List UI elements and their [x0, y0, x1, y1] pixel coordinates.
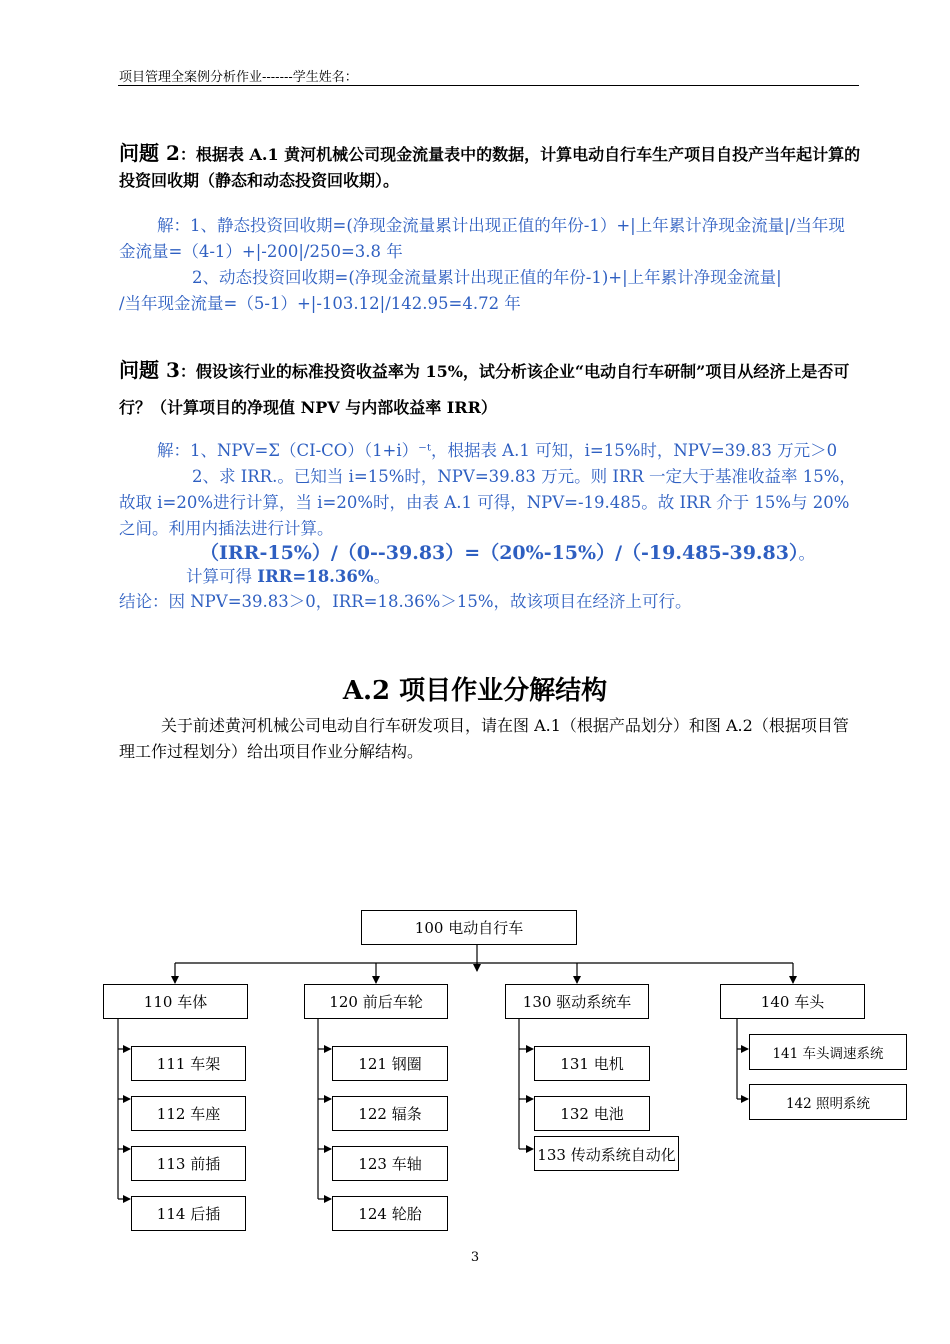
wbs-root: 100 电动自行车 — [361, 910, 577, 945]
wbs-node-110: 110 车体 — [103, 984, 248, 1019]
page-number: 3 — [470, 1250, 480, 1265]
wbs-node-122: 122 辐条 — [332, 1096, 448, 1131]
page-header: 项目管理全案例分析作业-------学生姓名： — [119, 70, 358, 85]
q2-answer-1: 解：1、静态投资回收期=(净现金流量累计出现正值的年份-1）+|上年累计净现金流量|/当年现金流量=（4-1）+|-200|/250=3.8 年 — [119, 216, 845, 261]
q2-answer-2-line-2: /当年现金流量=（5-1）+|-103.12|/142.95=4.72 年 — [119, 294, 521, 313]
wbs-node-121: 121 钢圈 — [332, 1046, 448, 1081]
wbs-node-133: 133 传动系统自动化 — [534, 1136, 679, 1171]
q3-conclusion: 结论：因 NPV=39.83＞0，IRR=18.36%＞15%，故该项目在经济上可行。 — [119, 592, 692, 611]
irr-formula-end: 。 — [798, 544, 815, 563]
wbs-node-132: 132 电池 — [534, 1096, 650, 1131]
irr-result-value: IRR=18.36% — [257, 567, 374, 586]
section-intro: 关于前述黄河机械公司电动自行车研发项目，请在图 A.1（根据产品划分）和图 A.2（根据项目管理工作过程划分）给出项目作业分解结构。 — [119, 716, 849, 761]
question-2-label: 问题 2 — [119, 141, 180, 165]
irr-result-prefix: 计算可得 — [186, 567, 258, 586]
q3-solution-1: 解：1、NPV=Σ（CI-CO）（1+i）⁻ᵗ，根据表 A.1 可知，i=15%时，NPV=39.83 万元＞0 — [157, 441, 838, 460]
question-3-text: ：假设该行业的标准投资收益率为 15%，试分析该企业“电动自行车研制”项目从经济上是否可行？（计算项目的净现值 NPV 与内部收益率 IRR） — [119, 362, 850, 417]
question-2-text: ：根据表 A.1 黄河机械公司现金流量表中的数据，计算电动自行车生产项目自投产当年起计算的投资回收期（静态和动态投资回收期）。 — [119, 145, 861, 190]
wbs-node-141: 141 车头调速系统 — [749, 1034, 907, 1070]
wbs-node-131: 131 电机 — [534, 1046, 650, 1081]
q3-solution-2-rest: 故取 i=20%进行计算，当 i=20%时，由表 A.1 可得，NPV=-19.485。故 IRR 介于 15%与 20%之间。利用内插法进行计算。 — [119, 493, 850, 538]
q2-answer-2-line-1: 2、动态投资回收期=(净现金流量累计出现正值的年份-1)+|上年累计净现金流量| — [192, 268, 782, 287]
wbs-node-123: 123 车轴 — [332, 1146, 448, 1181]
section-title: A.2 项目作业分解结构 — [342, 676, 608, 706]
wbs-node-114: 114 后插 — [131, 1196, 246, 1231]
q3-solution-2-line-1: 2、求 IRR.。已知当 i=15%时，NPV=39.83 万元。则 IRR 一定大于基准收益率 15%， — [192, 467, 856, 486]
wbs-node-111: 111 车架 — [131, 1046, 246, 1081]
wbs-node-142: 142 照明系统 — [749, 1084, 907, 1120]
question-3-label: 问题 3 — [119, 358, 180, 382]
wbs-node-130: 130 驱动系统车 — [505, 984, 649, 1019]
irr-result-suffix: 。 — [373, 567, 391, 586]
wbs-node-140: 140 车头 — [720, 984, 865, 1019]
wbs-node-113: 113 前插 — [131, 1146, 246, 1181]
wbs-node-120: 120 前后车轮 — [304, 984, 448, 1019]
wbs-node-112: 112 车座 — [131, 1096, 246, 1131]
irr-formula: （IRR-15%）/（0--39.83）=（20%-15%）/（-19.485-39.83） — [200, 542, 799, 564]
wbs-node-124: 124 轮胎 — [332, 1196, 448, 1231]
